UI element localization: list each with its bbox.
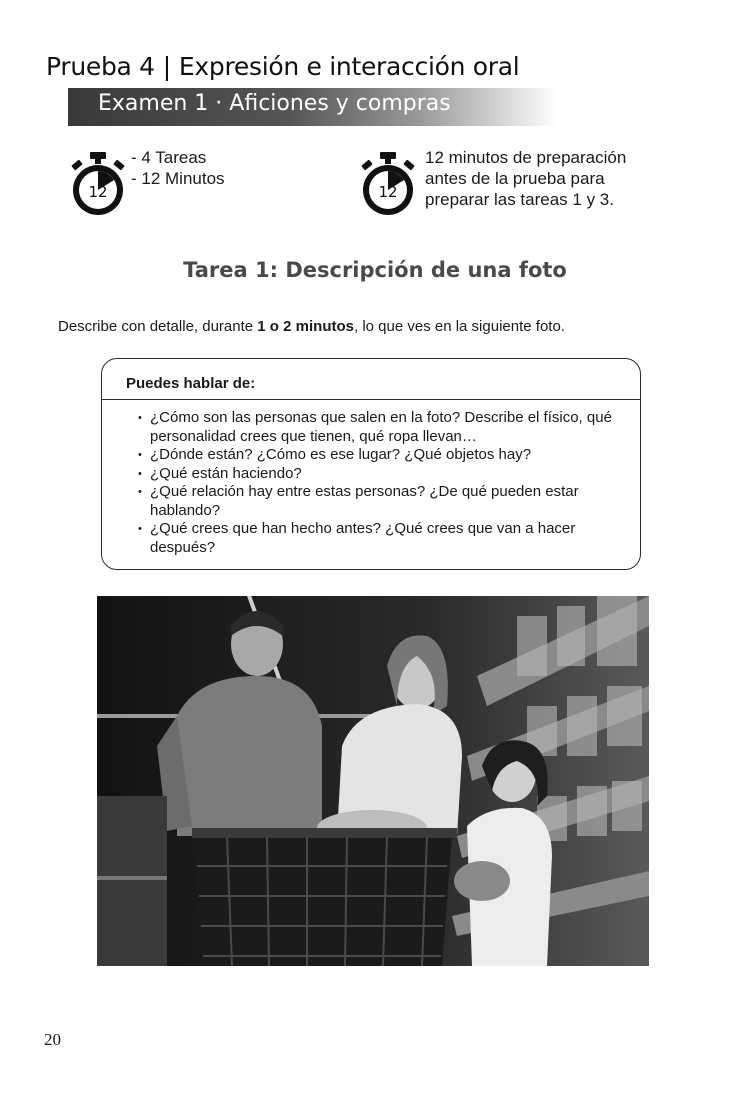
list-item: • ¿Cómo son las personas que salen en la foto? Describe el físico, qué personalidad crees que tienen, qué ropa llevan… [122,409,622,446]
page-header [46,52,519,81]
topics-list [122,409,622,557]
stopwatch-icon [70,150,126,218]
minutes-count: - 12 Minutos [131,169,225,188]
prueba-label: Prueba 4 [46,52,155,81]
tasks-count: - 4 Tareas [131,148,207,167]
section-title: Expresión e interacción oral [178,52,520,81]
instruction-text-end: , lo que ves en la siguiente foto. [353,318,565,335]
exam-title: Examen 1 · Aficiones y compras [98,91,451,116]
timer-number: 12 [378,183,398,201]
topics-header: Puedes hablar de: [126,375,256,392]
supermarket-photo [97,596,649,966]
instruction-text: Describe con detalle, durante [58,318,258,335]
task-title: Tarea 1: Descripción de una foto [183,258,567,282]
list-item: • ¿Dónde están? ¿Cómo es ese lugar? ¿Qué objetos hay? [122,446,622,465]
stopwatch-icon [360,150,416,218]
exam-banner [68,88,558,126]
timer-number: 12 [88,183,108,201]
header-separator: | [162,52,171,81]
prep-line-1: 12 minutos de preparación [425,148,627,167]
topics-box [101,358,641,570]
page-number: 20 [44,1030,61,1049]
task-instruction [58,318,565,335]
divider [102,399,640,400]
list-item: • ¿Qué relación hay entre estas personas? ¿De qué pueden estar hablando? [122,483,622,520]
exam-info-left [131,147,225,189]
prep-line-2: antes de la prueba para [425,169,605,188]
prep-line-3: preparar las tareas 1 y 3. [425,190,614,209]
instruction-duration: 1 o 2 minutos [257,318,354,335]
list-item: • ¿Qué están haciendo? [122,465,622,484]
exam-info-right [425,147,626,210]
list-item: • ¿Qué crees que han hecho antes? ¿Qué crees que van a hacer después? [122,520,622,557]
